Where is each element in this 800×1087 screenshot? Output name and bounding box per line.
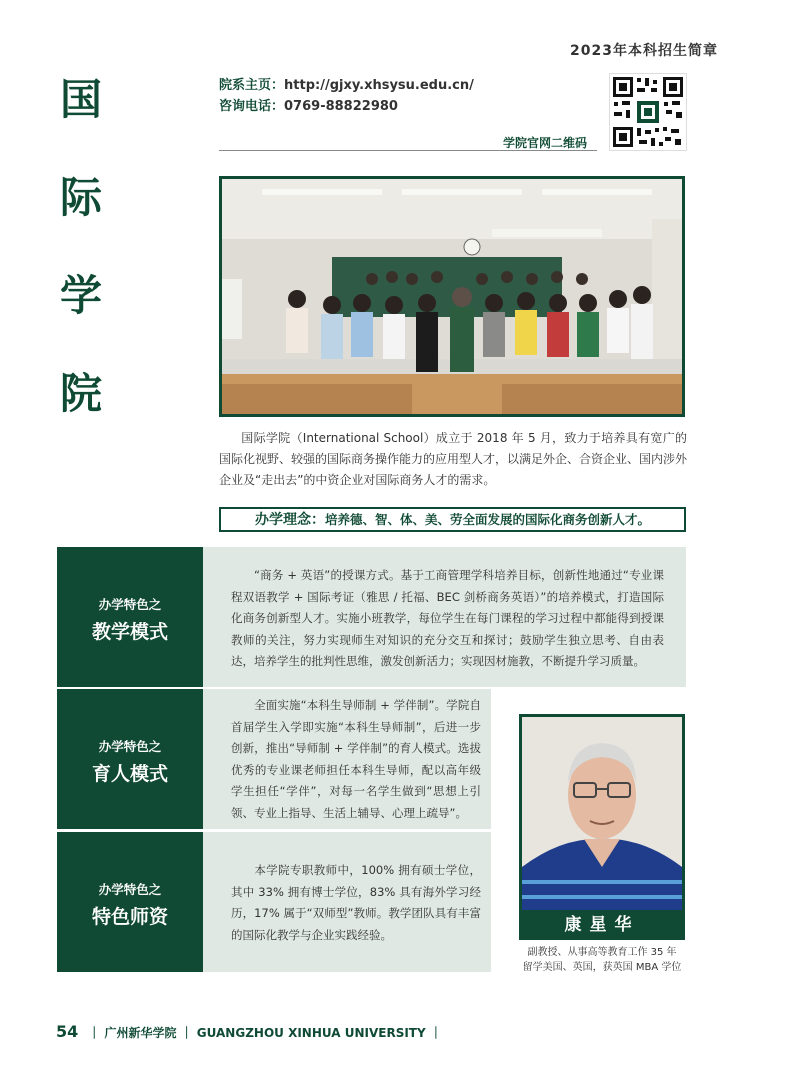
- feature-text-education: [203, 689, 491, 829]
- feature-big-title: 育人模式: [91, 763, 168, 785]
- qr-code[interactable]: [609, 73, 687, 151]
- feature-text-teaching: [203, 547, 686, 687]
- phone-number: 0769-88822980: [284, 99, 398, 114]
- contact-block: [219, 75, 474, 117]
- qr-caption: 学院官网二维码: [503, 136, 588, 150]
- motto-box: [219, 507, 686, 532]
- page-number: 54: [56, 1022, 79, 1041]
- school-name-char: 际: [59, 173, 102, 222]
- feature-big-title: 教学模式: [91, 621, 168, 643]
- faculty-caption: [519, 945, 685, 975]
- homepage-link[interactable]: http://gjxy.xhsysu.edu.cn/: [284, 78, 474, 93]
- group-photo: [219, 176, 685, 417]
- intro-text: 国际学院（International School）成立于 2018 年 5 月，致力于培养具有宽广的国际化视野、较强的国际商务操作能力的应用型人才，以满足外企、合资企业、国内涉外企业及“走出去”的中资企业对国际商务人才的需求。: [219, 431, 688, 487]
- faculty-caption-line: 副教授、从事高等教育工作 35 年: [527, 947, 677, 958]
- feature-big-title: 特色师资: [91, 906, 168, 928]
- feature-small-title: 办学特色之: [98, 597, 162, 612]
- faculty-portrait: [519, 714, 685, 936]
- school-name-char: 国: [59, 75, 102, 124]
- intro-paragraph: [219, 428, 687, 491]
- phone-label: 咨询电话：: [219, 99, 285, 114]
- homepage-label: 院系主页：: [219, 78, 285, 93]
- brochure-title: 2023年本科招生简章: [570, 43, 718, 59]
- school-name-vertical: [56, 70, 106, 462]
- phone-line: [219, 96, 474, 117]
- footer-text: ｜ 广州新华学院 ｜ GUANGZHOU XINHUA UNIVERSITY ｜: [88, 1026, 442, 1040]
- school-name-char: 学: [59, 271, 102, 320]
- homepage-line: [219, 75, 474, 96]
- school-name-char: 院: [59, 369, 102, 418]
- faculty-caption-line: 留学美国、英国，获英国 MBA 学位: [522, 962, 682, 973]
- motto-label: 办学理念：: [254, 512, 325, 528]
- faculty-name: 康星华: [519, 910, 685, 940]
- feature-label-teaching: [57, 547, 203, 687]
- feature-text-content: 本学院专职教师中，100% 拥有硕士学位，其中 33% 拥有博士学位，83% 具有海外学习经历，17% 属于“双师型”教师。教学团队具有丰富的国际化教学与企业实践经验。: [231, 863, 481, 942]
- feature-text-faculty: [203, 832, 491, 972]
- feature-small-title: 办学特色之: [98, 739, 162, 754]
- feature-small-title: 办学特色之: [98, 882, 162, 897]
- feature-label-faculty: [57, 832, 203, 972]
- motto-text: 培养德、智、体、美、劳全面发展的国际化商务创新人才。: [324, 512, 650, 527]
- footer: [56, 1022, 442, 1041]
- feature-label-education: [57, 689, 203, 829]
- feature-text-content: “商务 + 英语”的授课方式。基于工商管理学科培养目标，创新性地通过“专业课程双语教学 + 国际考证（雅思 / 托福、BEC 剑桥商务英语）”的培养模式，打造国际化商务创新型人才。实施小班教学，每位学生在每门课程的学习过程中都能得到授课教师的关注，努力实现师生对知识的充分交互和探讨；鼓励学生独立思考、自由表达，培养学生的批判性思维，激发创新活力；实现因材施教，不断提升学习质量。: [231, 568, 664, 668]
- feature-text-content: 全面实施“本科生导师制 + 学伴制”。学院自首届学生入学即实施“本科生导师制”，后进一步创新，推出“导师制 + 学伴制”的育人模式。选拔优秀的专业课老师担任本科生导师，配以高年级学生担任“学伴”，对每一名学生做到“思想上引领、专业上指导、生活上辅导、心理上疏导”。: [231, 698, 481, 820]
